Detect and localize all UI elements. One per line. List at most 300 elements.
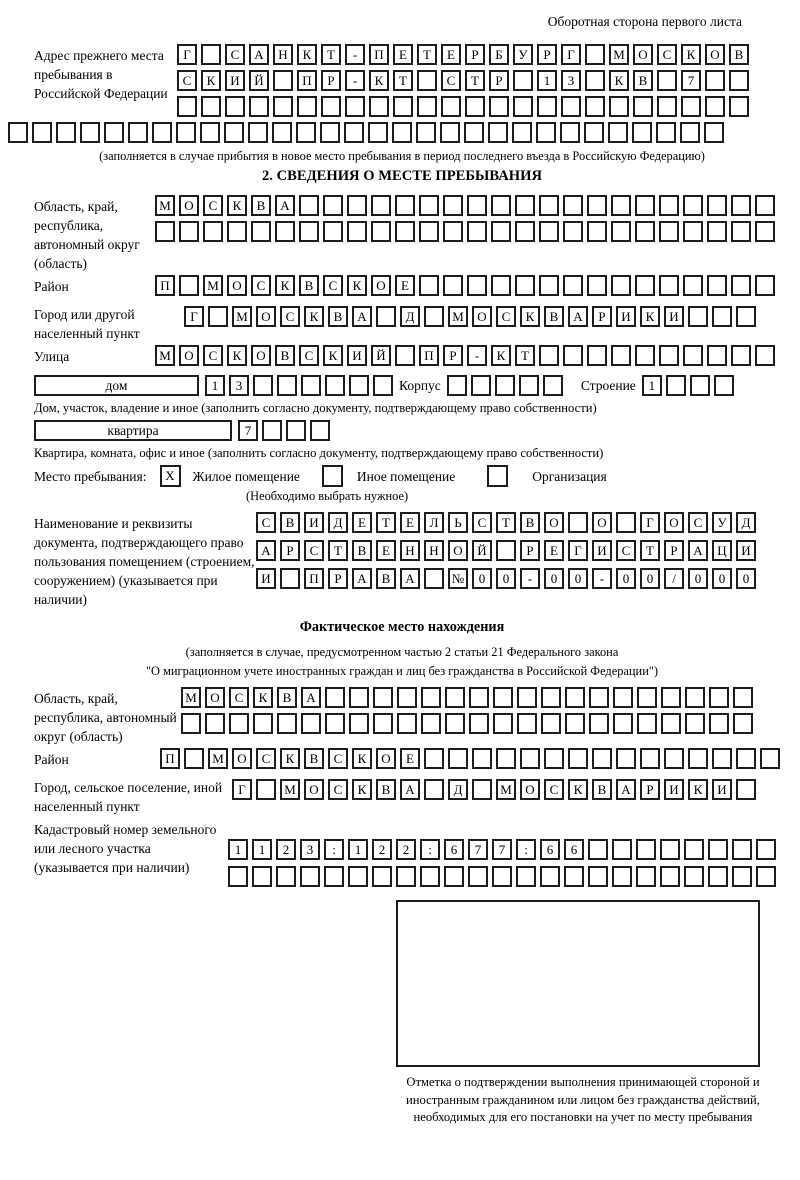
char-cell[interactable] [585, 44, 605, 65]
char-cell[interactable] [635, 345, 655, 366]
char-cell[interactable] [348, 866, 368, 887]
char-cell[interactable] [395, 345, 415, 366]
char-cell[interactable]: С [688, 512, 708, 533]
char-cell[interactable]: Н [273, 44, 293, 65]
char-cell[interactable] [176, 122, 196, 143]
char-cell[interactable]: К [323, 345, 343, 366]
char-cell[interactable] [584, 122, 604, 143]
char-cell[interactable]: О [448, 540, 468, 561]
char-cell[interactable] [299, 221, 319, 242]
char-cell[interactable]: В [376, 779, 396, 800]
char-cell[interactable] [540, 866, 560, 887]
char-cell[interactable] [467, 221, 487, 242]
char-cell[interactable]: М [609, 44, 629, 65]
char-cell[interactable] [688, 306, 708, 327]
char-cell[interactable]: К [227, 345, 247, 366]
stay-type-checkbox-organization[interactable] [487, 465, 508, 487]
char-cell[interactable]: П [160, 748, 180, 769]
stay-type-checkbox-other[interactable] [322, 465, 343, 487]
char-cell[interactable]: Р [489, 70, 509, 91]
char-cell[interactable]: Р [465, 44, 485, 65]
char-cell[interactable]: Т [393, 70, 413, 91]
char-cell[interactable] [397, 687, 417, 708]
char-cell[interactable]: В [277, 687, 297, 708]
char-cell[interactable] [273, 96, 293, 117]
char-cell[interactable]: П [419, 345, 439, 366]
char-cell[interactable]: П [297, 70, 317, 91]
char-cell[interactable]: И [664, 779, 684, 800]
char-cell[interactable]: 0 [688, 568, 708, 589]
char-cell[interactable] [635, 275, 655, 296]
char-cell[interactable]: А [616, 779, 636, 800]
char-cell[interactable] [536, 122, 556, 143]
char-cell[interactable]: И [616, 306, 636, 327]
char-cell[interactable] [8, 122, 28, 143]
char-cell[interactable] [373, 375, 393, 396]
char-cell[interactable]: 2 [276, 839, 296, 860]
char-cell[interactable]: С [544, 779, 564, 800]
char-cell[interactable]: Л [424, 512, 444, 533]
char-cell[interactable] [256, 779, 276, 800]
char-cell[interactable] [714, 375, 734, 396]
char-cell[interactable] [560, 122, 580, 143]
char-cell[interactable] [543, 375, 563, 396]
char-cell[interactable] [544, 748, 564, 769]
char-cell[interactable] [660, 839, 680, 860]
char-cell[interactable] [587, 195, 607, 216]
char-cell[interactable] [688, 748, 708, 769]
char-cell[interactable]: О [304, 779, 324, 800]
char-cell[interactable]: О [472, 306, 492, 327]
char-cell[interactable] [262, 420, 282, 441]
char-cell[interactable]: Г [184, 306, 204, 327]
char-cell[interactable] [472, 779, 492, 800]
char-cell[interactable] [104, 122, 124, 143]
char-cell[interactable] [707, 275, 727, 296]
char-cell[interactable]: - [345, 70, 365, 91]
char-cell[interactable]: М [496, 779, 516, 800]
char-cell[interactable]: И [256, 568, 276, 589]
char-cell[interactable] [684, 839, 704, 860]
char-cell[interactable]: К [280, 748, 300, 769]
char-cell[interactable]: В [729, 44, 749, 65]
char-cell[interactable]: С [657, 44, 677, 65]
char-cell[interactable] [683, 221, 703, 242]
char-cell[interactable] [516, 866, 536, 887]
stay-type-checkbox-residential[interactable]: X [160, 465, 181, 487]
char-cell[interactable]: И [225, 70, 245, 91]
char-cell[interactable]: О [256, 306, 276, 327]
char-cell[interactable] [471, 375, 491, 396]
char-cell[interactable] [736, 748, 756, 769]
char-cell[interactable] [496, 748, 516, 769]
char-cell[interactable] [489, 96, 509, 117]
char-cell[interactable]: А [568, 306, 588, 327]
char-cell[interactable]: В [633, 70, 653, 91]
char-cell[interactable] [419, 195, 439, 216]
char-cell[interactable] [181, 713, 201, 734]
char-cell[interactable]: С [496, 306, 516, 327]
char-cell[interactable]: С [616, 540, 636, 561]
char-cell[interactable]: В [328, 306, 348, 327]
char-cell[interactable]: У [513, 44, 533, 65]
char-cell[interactable]: О [179, 345, 199, 366]
char-cell[interactable]: П [155, 275, 175, 296]
char-cell[interactable] [368, 122, 388, 143]
char-cell[interactable]: 1 [252, 839, 272, 860]
char-cell[interactable]: 0 [616, 568, 636, 589]
char-cell[interactable]: М [448, 306, 468, 327]
char-cell[interactable] [616, 512, 636, 533]
char-cell[interactable] [585, 96, 605, 117]
char-cell[interactable] [636, 866, 656, 887]
char-cell[interactable]: 0 [640, 568, 660, 589]
char-cell[interactable] [657, 96, 677, 117]
char-cell[interactable] [424, 306, 444, 327]
char-cell[interactable] [276, 866, 296, 887]
char-cell[interactable]: Г [232, 779, 252, 800]
char-cell[interactable] [611, 221, 631, 242]
char-cell[interactable]: К [369, 70, 389, 91]
char-cell[interactable] [592, 748, 612, 769]
char-cell[interactable] [444, 866, 464, 887]
char-cell[interactable]: О [592, 512, 612, 533]
char-cell[interactable] [349, 687, 369, 708]
char-cell[interactable] [417, 70, 437, 91]
char-cell[interactable] [760, 748, 780, 769]
char-cell[interactable] [588, 839, 608, 860]
char-cell[interactable]: К [568, 779, 588, 800]
char-cell[interactable] [661, 687, 681, 708]
char-cell[interactable] [225, 96, 245, 117]
char-cell[interactable] [420, 866, 440, 887]
char-cell[interactable] [286, 420, 306, 441]
char-cell[interactable]: - [345, 44, 365, 65]
char-cell[interactable] [208, 306, 228, 327]
char-cell[interactable] [613, 713, 633, 734]
char-cell[interactable] [609, 96, 629, 117]
char-cell[interactable]: А [275, 195, 295, 216]
char-cell[interactable]: К [681, 44, 701, 65]
char-cell[interactable] [296, 122, 316, 143]
char-cell[interactable] [756, 839, 776, 860]
char-cell[interactable] [495, 375, 515, 396]
char-cell[interactable]: К [347, 275, 367, 296]
char-cell[interactable] [416, 122, 436, 143]
char-cell[interactable]: Т [496, 512, 516, 533]
char-cell[interactable]: Р [321, 70, 341, 91]
char-cell[interactable] [608, 122, 628, 143]
char-cell[interactable] [733, 687, 753, 708]
char-cell[interactable] [443, 275, 463, 296]
char-cell[interactable] [659, 275, 679, 296]
char-cell[interactable] [659, 221, 679, 242]
char-cell[interactable]: 7 [681, 70, 701, 91]
char-cell[interactable] [539, 195, 559, 216]
char-cell[interactable] [539, 275, 559, 296]
char-cell[interactable] [732, 866, 752, 887]
char-cell[interactable] [277, 713, 297, 734]
char-cell[interactable] [201, 96, 221, 117]
char-cell[interactable] [513, 70, 533, 91]
char-cell[interactable] [683, 345, 703, 366]
char-cell[interactable]: 2 [372, 839, 392, 860]
char-cell[interactable]: Ь [448, 512, 468, 533]
char-cell[interactable] [249, 96, 269, 117]
char-cell[interactable]: В [520, 512, 540, 533]
char-cell[interactable] [515, 275, 535, 296]
char-cell[interactable]: В [304, 748, 324, 769]
char-cell[interactable]: Р [592, 306, 612, 327]
char-cell[interactable]: Е [441, 44, 461, 65]
char-cell[interactable]: А [249, 44, 269, 65]
char-cell[interactable] [179, 275, 199, 296]
char-cell[interactable]: 0 [544, 568, 564, 589]
char-cell[interactable] [612, 866, 632, 887]
char-cell[interactable] [424, 568, 444, 589]
char-cell[interactable] [445, 713, 465, 734]
char-cell[interactable] [275, 221, 295, 242]
char-cell[interactable]: Т [321, 44, 341, 65]
char-cell[interactable] [301, 375, 321, 396]
char-cell[interactable]: 6 [540, 839, 560, 860]
char-cell[interactable]: С [328, 748, 348, 769]
char-cell[interactable] [347, 195, 367, 216]
char-cell[interactable]: Т [640, 540, 660, 561]
char-cell[interactable] [756, 866, 776, 887]
char-cell[interactable] [280, 568, 300, 589]
char-cell[interactable] [248, 122, 268, 143]
char-cell[interactable] [323, 195, 343, 216]
char-cell[interactable] [755, 221, 775, 242]
char-cell[interactable] [349, 713, 369, 734]
char-cell[interactable]: Е [400, 748, 420, 769]
char-cell[interactable] [349, 375, 369, 396]
char-cell[interactable] [736, 779, 756, 800]
char-cell[interactable]: Д [448, 779, 468, 800]
char-cell[interactable]: К [227, 195, 247, 216]
char-cell[interactable] [563, 195, 583, 216]
char-cell[interactable] [421, 687, 441, 708]
char-cell[interactable]: К [520, 306, 540, 327]
char-cell[interactable] [613, 687, 633, 708]
char-cell[interactable] [421, 713, 441, 734]
char-cell[interactable] [512, 122, 532, 143]
char-cell[interactable] [563, 345, 583, 366]
char-cell[interactable] [632, 122, 652, 143]
char-cell[interactable]: М [155, 345, 175, 366]
char-cell[interactable]: И [664, 306, 684, 327]
char-cell[interactable]: Р [443, 345, 463, 366]
char-cell[interactable] [683, 275, 703, 296]
char-cell[interactable]: 3 [561, 70, 581, 91]
char-cell[interactable] [80, 122, 100, 143]
char-cell[interactable]: Д [736, 512, 756, 533]
char-cell[interactable]: А [352, 306, 372, 327]
char-cell[interactable] [440, 122, 460, 143]
char-cell[interactable] [755, 195, 775, 216]
char-cell[interactable]: 7 [468, 839, 488, 860]
char-cell[interactable] [681, 96, 701, 117]
char-cell[interactable] [395, 221, 415, 242]
char-cell[interactable] [708, 866, 728, 887]
char-cell[interactable]: : [324, 839, 344, 860]
char-cell[interactable] [708, 839, 728, 860]
char-cell[interactable]: Г [568, 540, 588, 561]
char-cell[interactable] [491, 195, 511, 216]
char-cell[interactable]: В [299, 275, 319, 296]
char-cell[interactable] [396, 866, 416, 887]
char-cell[interactable]: К [297, 44, 317, 65]
char-cell[interactable]: Е [400, 512, 420, 533]
char-cell[interactable] [589, 713, 609, 734]
char-cell[interactable]: 1 [228, 839, 248, 860]
char-cell[interactable] [152, 122, 172, 143]
char-cell[interactable]: К [253, 687, 273, 708]
char-cell[interactable]: М [181, 687, 201, 708]
char-cell[interactable]: 0 [736, 568, 756, 589]
char-cell[interactable] [690, 375, 710, 396]
char-cell[interactable]: 0 [568, 568, 588, 589]
char-cell[interactable]: О [371, 275, 391, 296]
char-cell[interactable]: С [203, 345, 223, 366]
char-cell[interactable] [587, 345, 607, 366]
char-cell[interactable]: К [640, 306, 660, 327]
char-cell[interactable] [443, 221, 463, 242]
char-cell[interactable] [731, 195, 751, 216]
char-cell[interactable] [539, 345, 559, 366]
char-cell[interactable] [468, 866, 488, 887]
char-cell[interactable] [637, 713, 657, 734]
char-cell[interactable] [517, 713, 537, 734]
char-cell[interactable]: А [301, 687, 321, 708]
char-cell[interactable] [755, 345, 775, 366]
char-cell[interactable] [515, 195, 535, 216]
char-cell[interactable]: О [544, 512, 564, 533]
char-cell[interactable]: 7 [492, 839, 512, 860]
char-cell[interactable] [345, 96, 365, 117]
char-cell[interactable] [585, 70, 605, 91]
char-cell[interactable]: : [516, 839, 536, 860]
char-cell[interactable] [228, 866, 248, 887]
char-cell[interactable] [447, 375, 467, 396]
char-cell[interactable] [177, 96, 197, 117]
char-cell[interactable]: Р [280, 540, 300, 561]
char-cell[interactable] [205, 713, 225, 734]
char-cell[interactable]: 1 [348, 839, 368, 860]
char-cell[interactable]: Р [520, 540, 540, 561]
char-cell[interactable] [537, 96, 557, 117]
char-cell[interactable] [712, 748, 732, 769]
char-cell[interactable]: А [400, 779, 420, 800]
char-cell[interactable]: М [203, 275, 223, 296]
char-cell[interactable]: Д [400, 306, 420, 327]
char-cell[interactable]: С [256, 748, 276, 769]
char-cell[interactable] [491, 221, 511, 242]
char-cell[interactable] [321, 96, 341, 117]
char-cell[interactable]: К [352, 748, 372, 769]
char-cell[interactable]: 1 [642, 375, 662, 396]
char-cell[interactable] [273, 70, 293, 91]
char-cell[interactable] [637, 687, 657, 708]
char-cell[interactable]: Н [424, 540, 444, 561]
char-cell[interactable] [616, 748, 636, 769]
char-cell[interactable] [251, 221, 271, 242]
char-cell[interactable] [325, 687, 345, 708]
char-cell[interactable] [201, 44, 221, 65]
char-cell[interactable] [661, 713, 681, 734]
char-cell[interactable] [229, 713, 249, 734]
char-cell[interactable] [659, 195, 679, 216]
char-cell[interactable] [680, 122, 700, 143]
char-cell[interactable]: А [352, 568, 372, 589]
char-cell[interactable] [666, 375, 686, 396]
char-cell[interactable]: Й [249, 70, 269, 91]
char-cell[interactable] [397, 713, 417, 734]
char-cell[interactable]: С [299, 345, 319, 366]
char-cell[interactable] [493, 713, 513, 734]
char-cell[interactable] [633, 96, 653, 117]
char-cell[interactable] [656, 122, 676, 143]
char-cell[interactable]: С [328, 779, 348, 800]
char-cell[interactable] [657, 70, 677, 91]
char-cell[interactable]: - [467, 345, 487, 366]
char-cell[interactable]: Р [537, 44, 557, 65]
char-cell[interactable]: С [256, 512, 276, 533]
char-cell[interactable]: Е [393, 44, 413, 65]
char-cell[interactable] [325, 713, 345, 734]
char-cell[interactable]: Б [489, 44, 509, 65]
char-cell[interactable]: Р [640, 779, 660, 800]
char-cell[interactable]: С [225, 44, 245, 65]
char-cell[interactable] [587, 275, 607, 296]
char-cell[interactable]: И [347, 345, 367, 366]
char-cell[interactable] [685, 687, 705, 708]
char-cell[interactable]: К [201, 70, 221, 91]
char-cell[interactable] [707, 221, 727, 242]
char-cell[interactable]: Г [561, 44, 581, 65]
char-cell[interactable] [541, 687, 561, 708]
char-cell[interactable] [612, 839, 632, 860]
char-cell[interactable] [224, 122, 244, 143]
char-cell[interactable] [541, 713, 561, 734]
char-cell[interactable]: Т [328, 540, 348, 561]
char-cell[interactable] [493, 687, 513, 708]
char-cell[interactable]: В [280, 512, 300, 533]
char-cell[interactable] [344, 122, 364, 143]
char-cell[interactable] [704, 122, 724, 143]
char-cell[interactable]: Е [395, 275, 415, 296]
char-cell[interactable] [179, 221, 199, 242]
char-cell[interactable] [564, 866, 584, 887]
char-cell[interactable] [660, 866, 680, 887]
char-cell[interactable]: 2 [396, 839, 416, 860]
char-cell[interactable] [324, 866, 344, 887]
char-cell[interactable]: А [688, 540, 708, 561]
char-cell[interactable] [448, 748, 468, 769]
char-cell[interactable] [424, 779, 444, 800]
char-cell[interactable] [393, 96, 413, 117]
char-cell[interactable] [464, 122, 484, 143]
char-cell[interactable] [445, 687, 465, 708]
char-cell[interactable] [469, 713, 489, 734]
char-cell[interactable] [472, 748, 492, 769]
char-cell[interactable]: 3 [300, 839, 320, 860]
char-cell[interactable]: 0 [496, 568, 516, 589]
char-cell[interactable] [709, 713, 729, 734]
char-cell[interactable] [683, 195, 703, 216]
char-cell[interactable]: Г [177, 44, 197, 65]
